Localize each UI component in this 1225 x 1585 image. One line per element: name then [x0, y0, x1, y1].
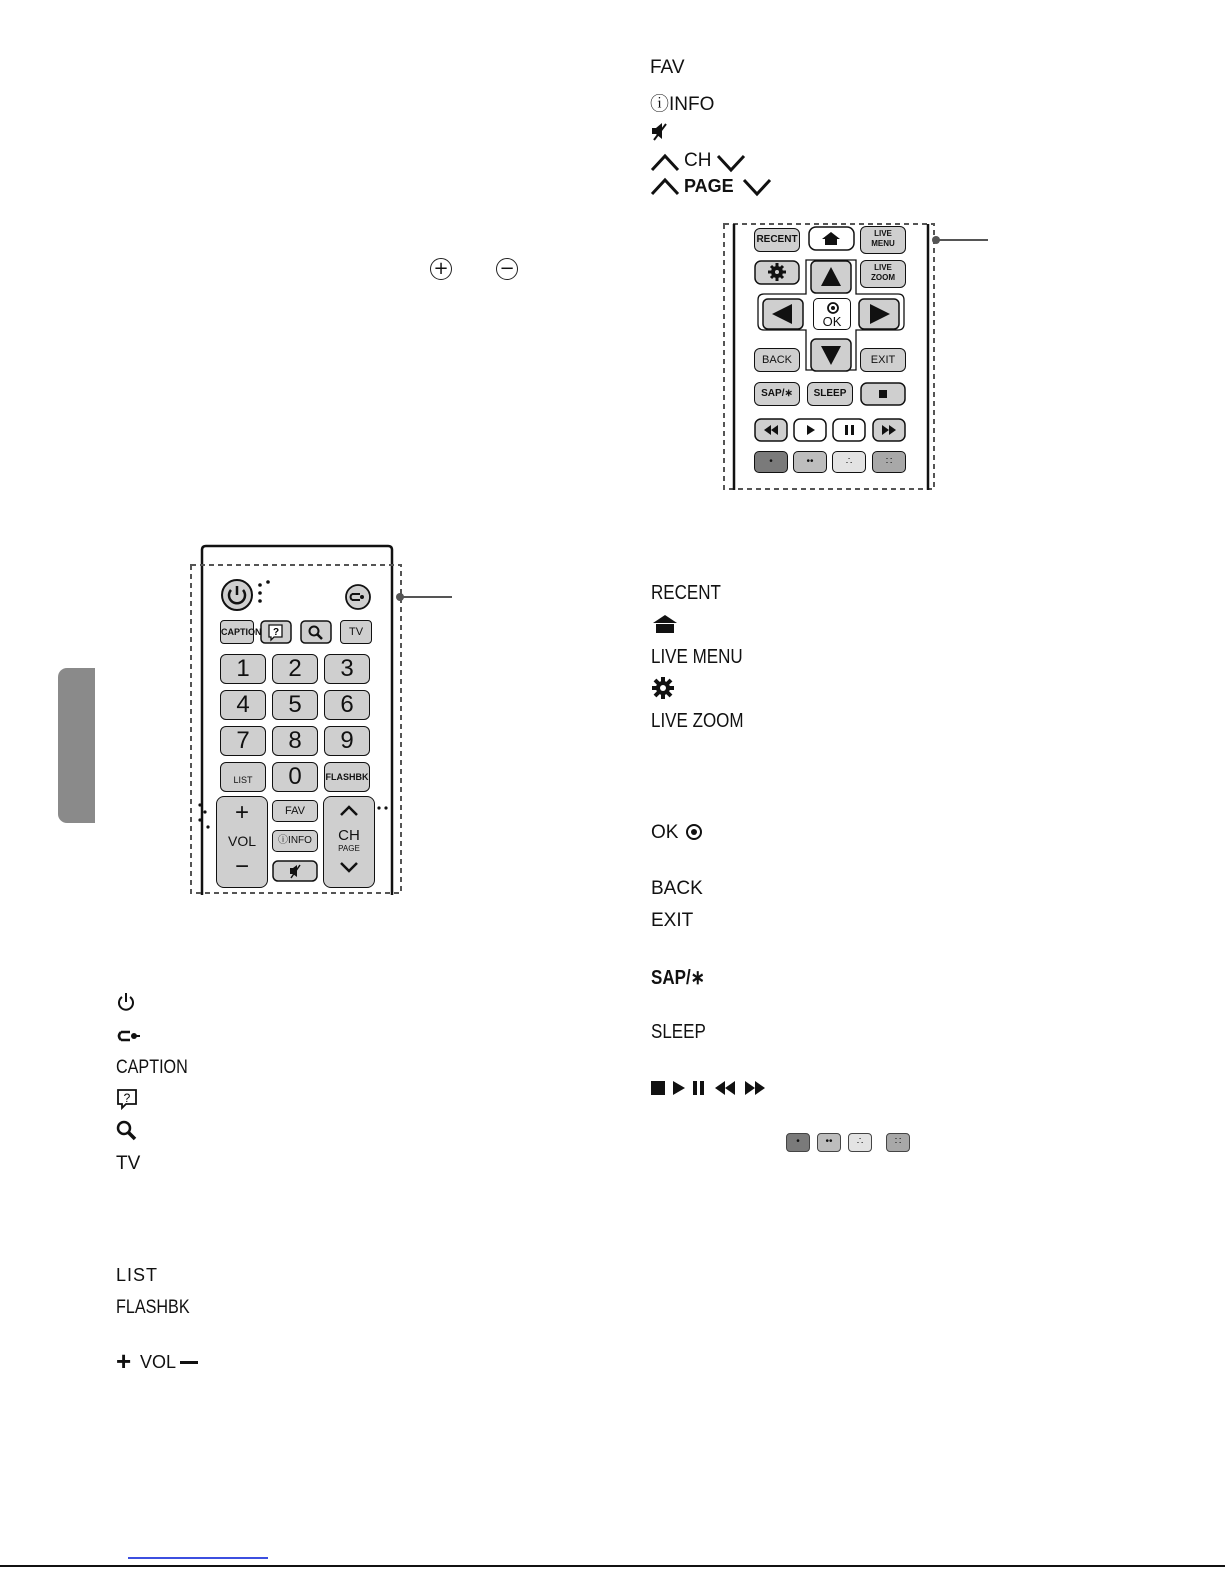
chevron-up-icon	[650, 176, 682, 198]
footer-rule	[0, 1565, 1225, 1567]
caption-button[interactable]: CAPTION	[220, 620, 254, 644]
stop-icon	[651, 1081, 665, 1095]
legend-flashbk: FLASHBK	[116, 1297, 190, 1318]
help-icon	[116, 1088, 140, 1110]
play-button[interactable]	[793, 418, 829, 442]
legend-live-menu: LIVE MENU	[651, 646, 743, 668]
volume-rocker[interactable]	[216, 796, 268, 888]
sap-button[interactable]: SAP/∗	[754, 382, 800, 406]
playback-icons-row	[651, 1079, 775, 1099]
help-button[interactable]	[260, 620, 292, 644]
digit-9-button[interactable]: 9	[324, 726, 370, 756]
remote-upper-illustration	[722, 222, 938, 492]
gear-icon	[651, 676, 675, 700]
digit-3-button[interactable]: 3	[324, 654, 370, 684]
legend-live-zoom: LIVE ZOOM	[651, 710, 744, 732]
list-button[interactable]: LIST	[220, 762, 266, 792]
back-button[interactable]: BACK	[754, 348, 800, 372]
digit-0-button[interactable]: 0	[272, 762, 318, 792]
recent-button[interactable]: RECENT	[754, 228, 800, 252]
power-icon	[116, 992, 136, 1012]
svg-text:?: ?	[123, 1091, 131, 1105]
channel-rocker[interactable]	[323, 796, 375, 888]
legend-page: PAGE	[684, 176, 734, 196]
callout-line-lower	[400, 596, 452, 598]
down-arrow-button[interactable]	[810, 338, 852, 372]
svg-text:?: ?	[272, 627, 280, 638]
chevron-down-icon	[716, 152, 748, 174]
ok-label: OK	[822, 314, 842, 329]
live-zoom-line-2: ZOOM	[871, 273, 895, 282]
pause-button[interactable]	[832, 418, 868, 442]
fast-forward-icon	[745, 1081, 755, 1095]
color-key-4-button[interactable]: ∷	[872, 451, 906, 473]
mute-icon	[650, 121, 672, 141]
vol-plus-symbol: +	[116, 1346, 132, 1376]
color-key-1-button[interactable]: •	[754, 451, 788, 473]
legend-tv: TV	[116, 1153, 141, 1174]
tv-button[interactable]: TV	[340, 620, 372, 644]
right-arrow-button[interactable]	[858, 298, 900, 330]
digit-5-button[interactable]: 5	[272, 690, 318, 720]
digit-6-button[interactable]: 6	[324, 690, 370, 720]
pause-icon	[693, 1081, 697, 1095]
page-label: PAGE	[338, 844, 360, 853]
legend-exit: EXIT	[651, 910, 694, 931]
legend-back: BACK	[651, 878, 703, 899]
exit-button[interactable]: EXIT	[860, 348, 906, 372]
legend-caption: CAPTION	[116, 1057, 188, 1078]
input-icon	[116, 1026, 142, 1046]
legend-ok: OK	[651, 822, 679, 843]
legend-sap: SAP/∗	[651, 967, 705, 989]
input-button[interactable]	[344, 584, 372, 610]
live-menu-button[interactable]	[860, 226, 906, 254]
search-button[interactable]	[300, 620, 332, 644]
digit-1-button[interactable]: 1	[220, 654, 266, 684]
color-key-3-icon: ∴	[848, 1133, 872, 1152]
chevron-up-icon	[339, 805, 359, 817]
vol-minus-bar	[180, 1361, 198, 1364]
home-icon	[651, 613, 679, 635]
legend-list: LIST	[116, 1265, 159, 1285]
rewind-icon	[715, 1081, 725, 1095]
left-arrow-button[interactable]	[762, 298, 804, 330]
color-key-4-icon: ∷	[886, 1133, 910, 1152]
volume-down-symbol: −	[234, 853, 249, 880]
legend-recent: RECENT	[651, 582, 721, 604]
chevron-down-icon	[339, 861, 359, 873]
vol-label: VOL	[227, 833, 256, 849]
ok-button[interactable]	[813, 298, 851, 330]
ok-dot-icon	[826, 301, 840, 315]
up-arrow-button[interactable]	[810, 260, 852, 294]
live-zoom-button[interactable]	[860, 260, 906, 288]
info-button[interactable]: ⓘINFO	[272, 830, 318, 852]
legend-fav: FAV	[650, 57, 685, 78]
legend-vol: VOL	[140, 1352, 177, 1372]
ok-dot-icon	[685, 823, 703, 841]
legend-info: ⓘINFO	[650, 94, 715, 115]
chapter-tab	[58, 668, 95, 823]
plus-circle-icon: +	[430, 258, 452, 280]
search-icon	[116, 1120, 138, 1142]
digit-7-button[interactable]: 7	[220, 726, 266, 756]
mute-button[interactable]	[272, 860, 319, 882]
remote-lower-illustration	[180, 540, 420, 900]
digit-8-button[interactable]: 8	[272, 726, 318, 756]
digit-4-button[interactable]: 4	[220, 690, 266, 720]
sleep-button[interactable]: SLEEP	[807, 382, 853, 406]
color-key-1-icon: •	[786, 1133, 810, 1152]
ch-label: CH	[338, 827, 360, 844]
volume-up-symbol: +	[234, 799, 249, 826]
flashbk-button[interactable]: FLASHBK	[324, 762, 370, 792]
color-key-2-button[interactable]: ••	[793, 451, 827, 473]
callout-line-upper	[936, 239, 988, 241]
fav-button[interactable]: FAV	[272, 800, 318, 822]
fast-forward-button[interactable]	[872, 418, 908, 442]
minus-circle-icon: −	[496, 258, 518, 280]
rewind-button[interactable]	[754, 418, 790, 442]
legend-sleep: SLEEP	[651, 1021, 706, 1043]
chevron-up-icon	[650, 152, 682, 174]
settings-button[interactable]	[754, 260, 802, 286]
power-button[interactable]	[220, 578, 254, 612]
live-menu-line-2: MENU	[871, 239, 895, 248]
color-key-3-button[interactable]: ∴	[832, 451, 866, 473]
chevron-down-icon	[742, 176, 774, 198]
play-icon	[673, 1081, 685, 1095]
color-key-2-icon: ••	[817, 1133, 841, 1152]
home-button[interactable]	[808, 226, 856, 252]
legend-ch: CH	[684, 150, 712, 171]
footer-link-underline	[128, 1557, 268, 1559]
stop-button[interactable]	[860, 382, 908, 406]
live-zoom-line-1: LIVE	[874, 263, 892, 272]
live-menu-line-1: LIVE	[874, 229, 892, 238]
digit-2-button[interactable]: 2	[272, 654, 318, 684]
